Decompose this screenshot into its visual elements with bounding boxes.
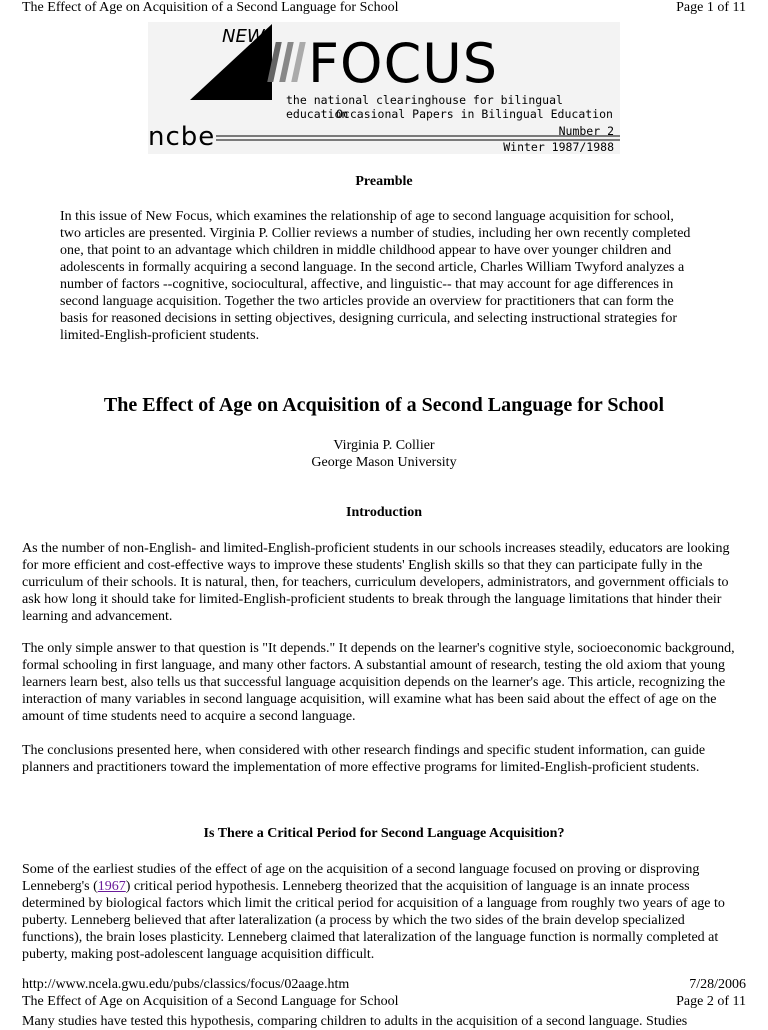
header-title: The Effect of Age on Acquisition of a Second Language for School bbox=[22, 0, 399, 15]
critical-text-start: Some of the earliest studies of the effect of age on the acquisition of a second language focused on proving or disproving Lenneberg's ( bbox=[22, 862, 700, 894]
footer-url: http://www.ncela.gwu.edu/pubs/classics/focus/02aage.htm bbox=[22, 977, 350, 992]
author-name: Virginia P. Collier bbox=[333, 438, 435, 453]
intro-paragraph-1: As the number of non-English- and limited-English-proficient students in our schools increases steadily, educators are looking for more efficient and cost-effective ways to improve these students' English skills so that they can participate fully in the curriculum of their schools. It is natural, then, for teachers, curriculum developers, administrators, and government officials to ask how long it should take for limited-English-proficient students to break through the language limitations that hinder their learning and advancement. bbox=[22, 541, 730, 624]
next-header-page: Page 2 of 11 bbox=[676, 994, 746, 1009]
next-page-text: Many studies have tested this hypothesis, comparing children to adults in the acquisition of a second language. Studies bbox=[22, 1014, 688, 1029]
banner-subtitle-2: Occasional Papers in Bilingual Education bbox=[336, 107, 613, 121]
banner-focus: FOCUS bbox=[308, 32, 499, 95]
introduction-heading: Introduction bbox=[346, 505, 422, 520]
new-focus-banner bbox=[148, 22, 620, 154]
intro-paragraph-3: The conclusions presented here, when considered with other research findings and specific student information, can guide planners and practitioners toward the implementation of more effective programs for limited-English-proficient students. bbox=[22, 743, 706, 775]
banner-subtitle-1: the national clearinghouse for bilingual education bbox=[286, 93, 563, 121]
article-title: The Effect of Age on Acquisition of a Second Language for School bbox=[103, 394, 665, 416]
next-page-header bbox=[22, 994, 746, 1010]
next-header-title: The Effect of Age on Acquisition of a Second Language for School bbox=[22, 994, 399, 1009]
critical-period-paragraph bbox=[22, 861, 740, 963]
intro-paragraph-2: The only simple answer to that question is "It depends." It depends on the learner's cognitive style, socioeconomic background, formal schooling in first language, and many other factors. A substantial amount of research, testing the old axiom that young learners learn best, also tells us that successful language acquisition depends on the learner's age. This article, recognizing the interaction of many variables in second language acquisition, will examine what has been said about the effect of age on the amount of time students need to acquire a second language. bbox=[22, 641, 735, 724]
author-affiliation: George Mason University bbox=[311, 455, 457, 470]
footer-date: 7/28/2006 bbox=[689, 977, 746, 992]
header-page: Page 1 of 11 bbox=[676, 0, 746, 15]
banner-number: Number 2 bbox=[558, 124, 614, 138]
print-header bbox=[22, 0, 746, 16]
citation-link-1967[interactable]: 1967 bbox=[97, 879, 126, 894]
print-footer bbox=[22, 977, 746, 993]
preamble-text: In this issue of New Focus, which examines the relationship of age to second language acquisition for school, two articles are presented. Virginia P. Collier reviews a number of studies, including her own recently completed one, that point to an advantage which children in middle childhood appear to have over younger children and adolescents in formally acquiring a second language. In the second article, Charles William Twyford analyzes a number of factors --cognitive, sociocultural, affective, and linguistic-- that may account for age differences in second language acquisition. Together the two articles provide an overview for practitioners that can form the basis for reasoned decisions in setting objectives, designing curricula, and selecting instructional strategies for limited-English-proficient students. bbox=[60, 209, 691, 343]
critical-period-heading: Is There a Critical Period for Second Language Acquisition? bbox=[203, 826, 565, 841]
preamble-heading: Preamble bbox=[355, 174, 413, 189]
banner-ncbe: ncbe bbox=[148, 122, 216, 152]
banner-new: NEW bbox=[222, 26, 265, 47]
banner-date: Winter 1987/1988 bbox=[503, 140, 614, 154]
critical-text-end: ) critical period hypothesis. Lenneberg theorized that the acquisition of language is an innate process determined by biological factors which limit the critical period for acquisition of a language from roughly two years of age to puberty. Lenneberg believed that after lateralization (a process by which the two sides of the brain develop specialized functions), the brain loses plasticity. Lenneberg claimed that lateralization of the language function is normally completed at puberty, making post-adolescent language acquisition difficult. bbox=[22, 879, 725, 962]
